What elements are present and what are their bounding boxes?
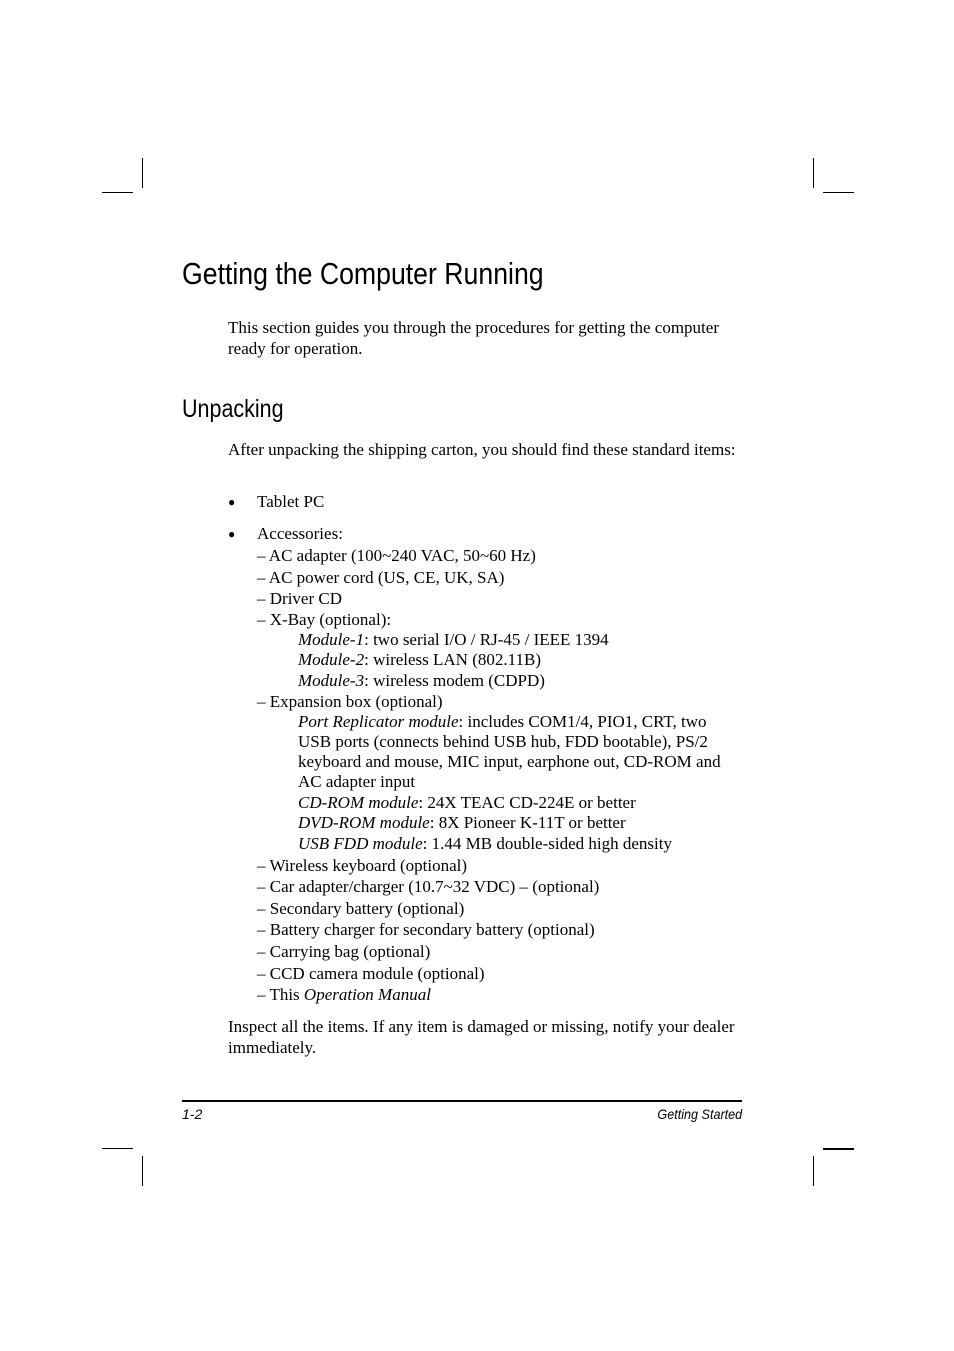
list-item-label: Accessories:	[257, 524, 343, 543]
module-item	[257, 833, 757, 855]
module-name: CD-ROM module	[298, 792, 419, 812]
accessory-item: – Expansion box (optional)	[257, 691, 443, 711]
module-item	[257, 793, 757, 813]
module-name: DVD-ROM module	[298, 812, 430, 832]
footer-rule	[182, 1100, 742, 1102]
accessory-item: – X-Bay (optional):	[257, 609, 392, 629]
manual-name: Operation Manual	[303, 985, 431, 1005]
module-item	[257, 813, 757, 833]
module-item	[257, 650, 757, 670]
lead-paragraph: After unpacking the shipping carton, you should find these standard items:	[228, 440, 736, 459]
module-item	[257, 670, 757, 692]
crop-mark	[102, 192, 133, 193]
module-desc: : 24X TEAC CD-224E or better	[418, 792, 636, 812]
crop-mark	[142, 158, 143, 188]
footer-section-name: Getting Started	[657, 1106, 742, 1122]
accessory-item: – Battery charger for secondary battery (optional)	[257, 920, 595, 940]
accessory-item: – AC power cord (US, CE, UK, SA)	[257, 567, 505, 587]
module-desc: : 1.44 MB double-sided high density	[422, 834, 672, 853]
closing-paragraph: Inspect all the items. If any item is damaged or missing, notify your dealer immediately.	[228, 1017, 735, 1057]
manual-prefix: – This	[257, 985, 304, 1005]
module-name: Module-3	[298, 671, 365, 691]
crop-mark	[823, 1148, 854, 1150]
bullet-icon: ●	[228, 495, 236, 509]
module-desc: : wireless modem (CDPD)	[364, 671, 545, 691]
intro-paragraph: This section guides you through the procedures for getting the computer ready for operation.	[228, 318, 719, 358]
accessory-item: – Carrying bag (optional)	[257, 941, 431, 961]
crop-mark	[823, 192, 854, 193]
section-heading: Unpacking	[182, 395, 284, 423]
accessory-item	[257, 984, 757, 1006]
crop-mark	[142, 1156, 143, 1186]
crop-mark	[813, 1156, 814, 1186]
page-number: 1-2	[182, 1106, 203, 1122]
accessories-list	[257, 545, 757, 1006]
accessory-item: – CCD camera module (optional)	[257, 963, 485, 983]
bullet-icon: ●	[228, 527, 236, 541]
list-item-label: Tablet PC	[257, 492, 325, 511]
module-desc: : 8X Pioneer K-11T or better	[429, 812, 626, 832]
module-name: Port Replicator module	[298, 711, 459, 731]
accessory-item: – Secondary battery (optional)	[257, 898, 465, 918]
accessory-item: – Wireless keyboard (optional)	[257, 855, 468, 875]
module-item	[257, 712, 743, 793]
accessory-item: – Car adapter/charger (10.7~32 VDC) – (optional)	[257, 877, 600, 897]
module-desc: : wireless LAN (802.11B)	[364, 649, 541, 669]
accessory-item: – AC adapter (100~240 VAC, 50~60 Hz)	[257, 546, 536, 565]
accessory-item: – Driver CD	[257, 589, 342, 609]
module-name: USB FDD module	[298, 834, 423, 853]
page-title: Getting the Computer Running	[182, 256, 544, 291]
module-desc: : includes COM1/4, PIO1, CRT, two USB ports (connects behind USB hub, FDD bootable), PS/2 keyboard and mouse, MIC input, earphone out, CD-ROM and AC adapter input	[298, 711, 721, 792]
module-name: Module-1	[298, 629, 365, 649]
module-item	[257, 630, 757, 650]
module-desc: : two serial I/O / RJ-45 / IEEE 1394	[364, 629, 609, 649]
crop-mark	[102, 1148, 133, 1149]
crop-mark	[813, 158, 814, 188]
module-name: Module-2	[298, 649, 365, 669]
